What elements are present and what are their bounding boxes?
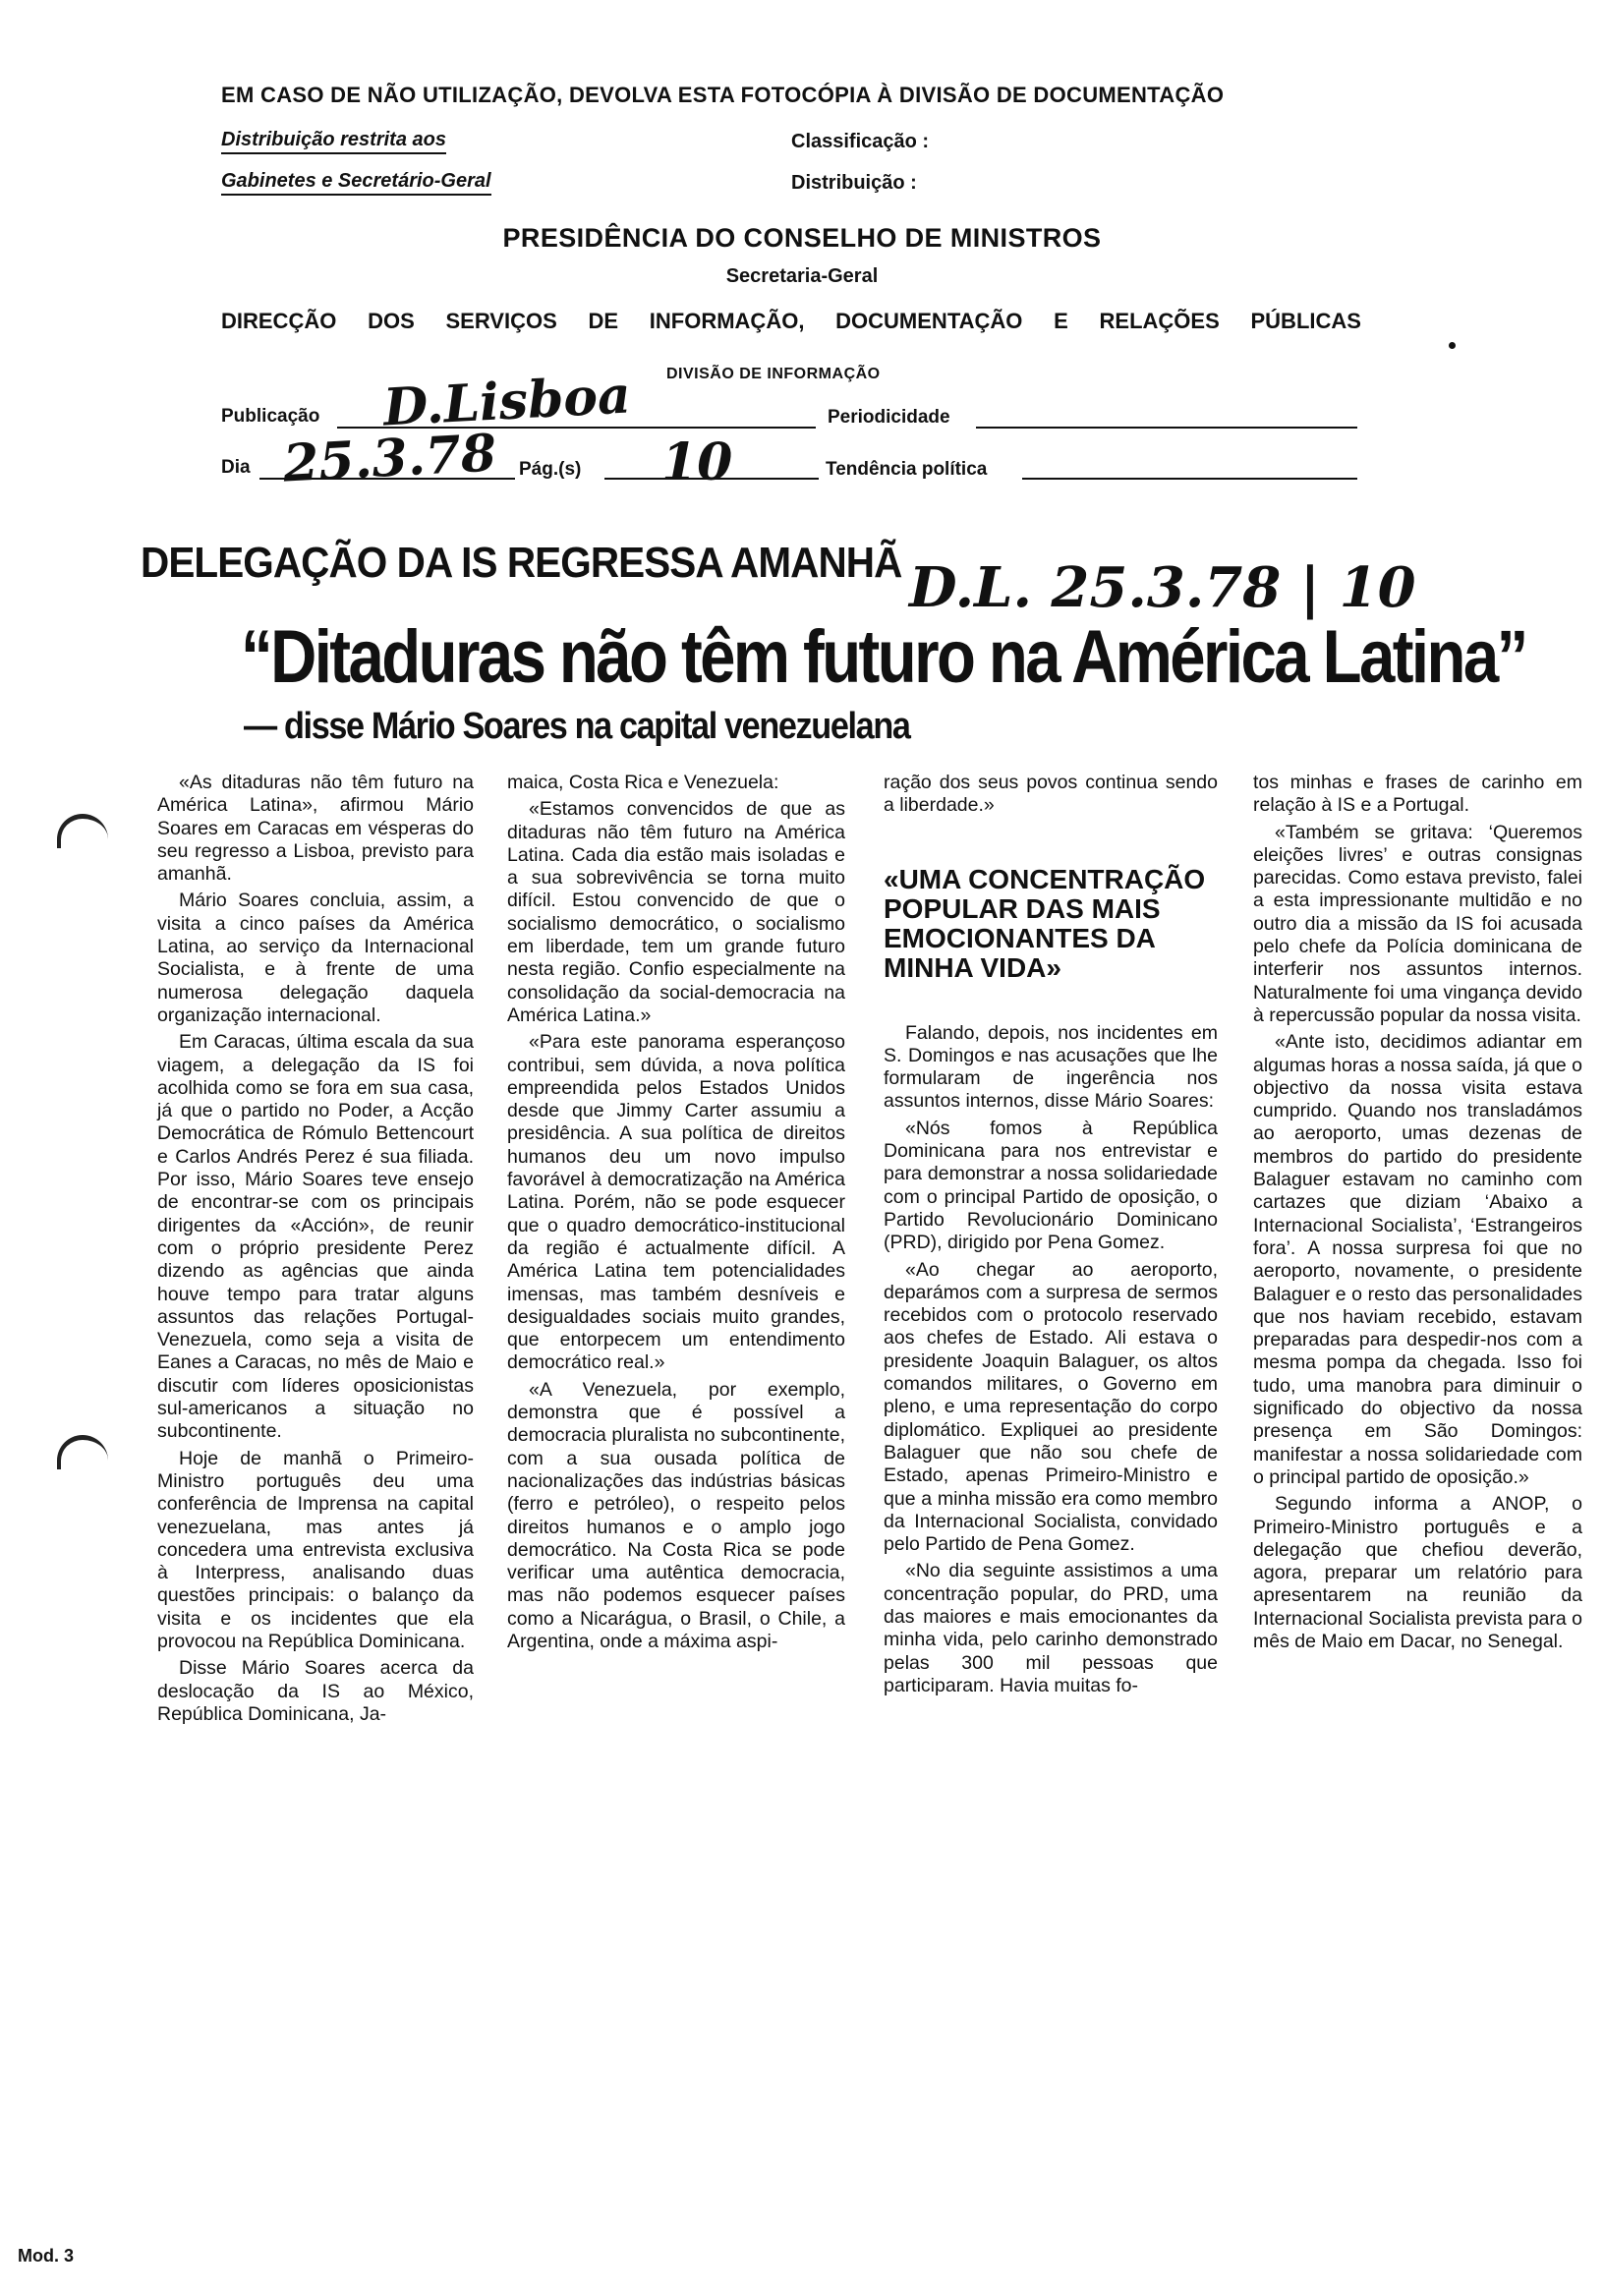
dia-value: 25.3.78	[281, 423, 498, 494]
paragraph: Segundo informa a ANOP, o Primeiro-Ministro português e a delegação que chefiou deverão, agora, preparar um relatório para apresentarem na reunião da Internacional Socialista prevista para o mês de Maio em Dacar, no Senegal.	[1253, 1493, 1582, 1652]
punch-hole-mark	[57, 1435, 108, 1469]
publicacao-label: Publicação	[221, 406, 320, 427]
paragraph: Falando, depois, nos incidentes em S. Domingos e nas acusações que lhe formularam de ingerência nos assuntos internos, disse Mário Soares:	[884, 1021, 1218, 1113]
information-division: DIVISÃO DE INFORMAÇÃO	[666, 366, 881, 382]
article-kicker: DELEGAÇÃO DA IS REGRESSA AMANHÃ	[141, 539, 902, 587]
paragraph: tos minhas e frases de carinho em relação à IS e a Portugal.	[1253, 772, 1582, 817]
paragraph: Hoje de manhã o Primeiro-Ministro português deu uma conferência de Imprensa na capital venezuelana, mas antes já concedera uma entrevista exclusiva à Interpress, analisando duas questões principais: o balanço da visita e os incidentes que ela provocou na República Dominicana.	[157, 1447, 474, 1652]
paragraph: «As ditaduras não têm futuro na América Latina», afirmou Mário Soares em Caracas em vésperas do seu regresso a Lisboa, previsto para amanhã.	[157, 772, 474, 886]
ink-dot	[1449, 342, 1456, 349]
paragraph: «Nós fomos à República Dominicana para nos entrevistar e para demonstrar a nossa solidariedade com o principal Partido de oposição, o Partido Revolucionário Dominicano (PRD), dirigido por Pena Gomez.	[884, 1117, 1218, 1254]
form-model-label: Mod. 3	[18, 2246, 74, 2266]
paragraph: «Também se gritava: ‘Queremos eleições livres’ e outras consignas parecidas. Como estava previsto, falei a esta impressionante multidão e no outro dia a missão da IS foi acusada pelo chefe da Polícia dominicana de interferir nos assuntos internos. Naturalmente foi uma vingança devido à repercussão popular da nossa visita.	[1253, 821, 1582, 1026]
return-notice: EM CASO DE NÃO UTILIZAÇÃO, DEVOLVA ESTA FOTOCÓPIA À DIVISÃO DE DOCUMENTAÇÃO	[221, 83, 1225, 107]
directorate-word: RELAÇÕES	[1099, 309, 1220, 333]
punch-hole-mark	[57, 814, 108, 848]
directorate-word: INFORMAÇÃO,	[649, 309, 805, 333]
paragraph: «A Venezuela, por exemplo, demonstra que é possível a democracia pluralista no subcontinente, com a sua ousada política de nacionalizações das indústrias básicas (ferro e petróleo), o respeito pelos direitos humanos e o amplo jogo democrático. Na Costa Rica se pode verificar uma autêntica democracia, mas não podemos esquecer países como a Nicarágua, o Brasil, o Chile, a Argentina, onde a máxima aspi-	[507, 1378, 845, 1652]
directorate-word: SERVIÇOS	[445, 309, 557, 333]
directorate-word: E	[1054, 309, 1068, 333]
article-subhead: — disse Mário Soares na capital venezuelana	[244, 706, 910, 747]
pag-value: 10	[661, 432, 733, 492]
directorate-word: DIRECÇÃO	[221, 309, 337, 333]
article-column-1	[157, 772, 474, 1730]
paragraph: «Ante isto, decidimos adiantar em algumas horas a nossa saída, já que o objectivo da nossa visita estava cumprido. Quando nos transladámos ao aeroporto, umas dezenas de membros do partido do presidente Balaguer estavam no caminho com cartazes que diziam ‘Abaixo a Internacional Socialista’, ‘Estrangeiros fora’. A nossa surpresa foi que no aeroporto, novamente, o presidente Balaguer e o resto das personalidades que nos haviam recebido, estavam preparadas para despedir-nos com a mesma pompa da chegada. Isso foi tudo, uma manobra para diminuir o significado do objectivo da nossa presença em São Domingos: manifestar a nossa solidariedade com o principal partido de oposição.»	[1253, 1031, 1582, 1488]
distribution-left-line-2: Gabinetes e Secretário-Geral	[221, 170, 491, 196]
publicacao-value: D.Lisboa	[381, 365, 633, 438]
dia-label: Dia	[221, 457, 251, 478]
article-column-3	[884, 772, 1218, 1701]
paragraph: «No dia seguinte assistimos a uma concentração popular, do PRD, uma das maiores e mais emocionantes da minha vida, pelo carinho demonstrado pelas 300 mil pessoas que participaram. Havia muitas fo-	[884, 1560, 1218, 1696]
directorate-word: DOS	[368, 309, 415, 333]
paragraph: Em Caracas, última escala da sua viagem, a delegação da IS foi acolhida como se fora em sua casa, já que o partido no Poder, a Acção Democrática de Rómulo Bettencourt e Carlos Andrés Perez é sua filiada. Por isso, Mário Soares teve ensejo de encontrar-se com os principais dirigentes da «Acción», de reunir com o próprio presidente Perez dizendo as agências que ainda houve tempo para tratar alguns assuntos das relações Portugal-Venezuela, como seja a visita de Eanes a Caracas, no mês de Maio e discutir com líderes oposicionistas sul-americanos a situação no subcontinente.	[157, 1031, 474, 1443]
directorate-word: PÚBLICAS	[1250, 309, 1361, 333]
distribution-left-line-1: Distribuição restrita aos	[221, 129, 446, 154]
tendencia-line	[1022, 478, 1357, 480]
paragraph: Mário Soares concluia, assim, a visita a cinco países da América Latina, ao serviço da Internacional Socialista, e à frente de uma numerosa delegação daquela organização internacional.	[157, 890, 474, 1026]
periodicidade-line	[976, 427, 1357, 429]
pag-label: Pág.(s)	[519, 459, 582, 480]
article-column-2	[507, 772, 845, 1657]
paragraph: Disse Mário Soares acerca da deslocação da IS ao México, República Dominicana, Ja-	[157, 1657, 474, 1725]
distribution-label: Distribuição :	[791, 172, 917, 194]
presidency-title: PRESIDÊNCIA DO CONSELHO DE MINISTROS	[502, 223, 1102, 253]
classification-label: Classificação :	[791, 131, 930, 152]
directorate-word: DOCUMENTAÇÃO	[835, 309, 1023, 333]
tendencia-label: Tendência política	[826, 459, 988, 480]
handwritten-note: D.L. 25.3.78 | 10	[909, 555, 1416, 620]
paragraph: maica, Costa Rica e Venezuela:	[507, 772, 779, 793]
section-title: «UMA CONCENTRAÇÃO POPULAR DAS MAIS EMOCIONANTES DA MINHA VIDA»	[884, 863, 1206, 983]
directorate-word: DE	[588, 309, 619, 333]
paragraph: «Ao chegar ao aeroporto, deparámos com a surpresa de sermos recebidos com o protocolo reservado aos chefes de Estado. Ali estava o presidente Joaquin Balaguer, os altos comandos militares, o Governo em pleno, e uma representação do corpo diplomático. Expliquei ao presidente Balaguer que não sou chefe de Estado, apenas Primeiro-Ministro e que a minha missão era como membro da Internacional Socialista, convidado pelo Partido de Pena Gomez.	[884, 1258, 1218, 1556]
paragraph: ração dos seus povos continua sendo a liberdade.»	[884, 772, 1218, 817]
paragraph: «Estamos convencidos de que as ditaduras não têm futuro na América Latina. Cada dia estão mais isoladas e a sua sobrevivência se torna muito difícil. Estou convencido de que o socialismo democrático, o socialismo em liberdade, tem um grande futuro nesta região. Confio especialmente na consolidação da social-democracia na América Latina.»	[507, 798, 845, 1026]
paragraph: «Para este panorama esperançoso contribui, sem dúvida, a nova política empreendida pelos Estados Unidos desde que Jimmy Carter assumiu a presidência. A sua política de direitos humanos deu um novo impulso favorável à democratização na América Latina. Porém, não se pode esquecer que o quadro democrático-institucional da região é actualmente difícil. A América Latina tem potencialidades imensas, mas também desníveis e desigualdades sociais muito grandes, que entorpecem um entendimento democrático real.»	[507, 1031, 845, 1374]
secretariat-title: Secretaria-Geral	[725, 265, 879, 287]
directorate-title	[221, 309, 1361, 334]
article-headline: “Ditaduras não têm futuro na América Latina”	[241, 615, 1526, 699]
article-column-4	[1253, 772, 1582, 1657]
periodicidade-label: Periodicidade	[828, 407, 950, 428]
